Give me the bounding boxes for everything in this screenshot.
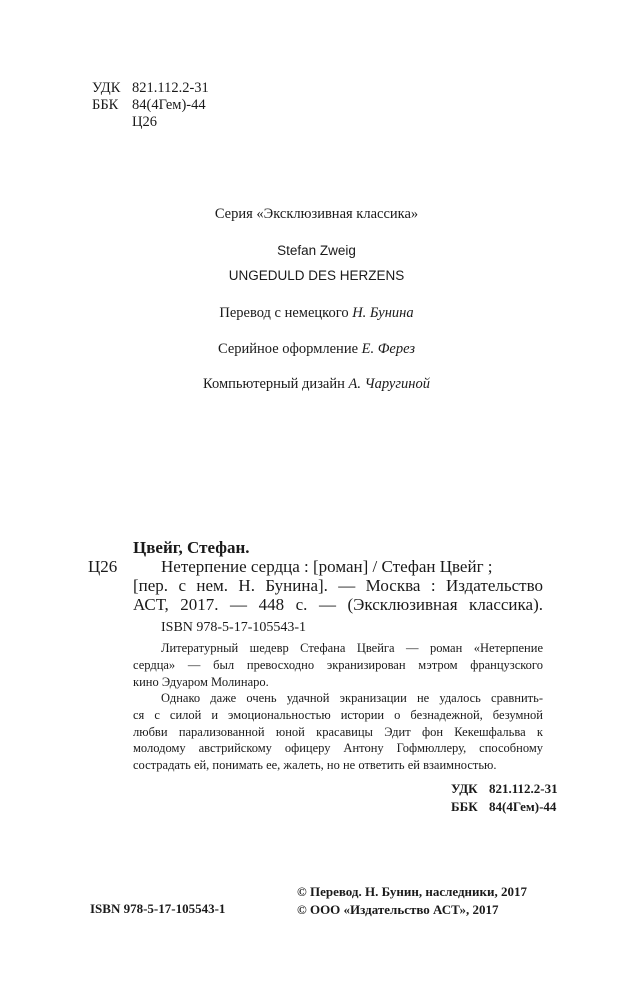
bottom-bbk-value: 84(4Гем)-44 [489,799,557,814]
catalog-line: АСТ, 2017. — 448 с. — (Эксклюзивная классика). [133,595,543,614]
copyright-line: © ООО «Издательство АСТ», 2017 [297,902,499,917]
copyright-block [297,883,527,919]
bottom-classification [451,780,558,816]
bottom-bbk-label: ББК [451,799,478,814]
author-mark: Ц26 [132,114,157,130]
bottom-isbn: ISBN 978-5-17-105543-1 [90,901,226,916]
udk-label: УДК [92,80,121,96]
annotation-paragraph-1 [133,640,543,690]
annotation-line: сострадать ей, понимать ее, жалеть, но не ответить ей взаимностью. [133,758,497,773]
translation-credit [0,305,633,322]
udk-value: 821.112.2-31 [132,80,209,96]
annotation-line: ся с силой и эмоциональностью истории о безнадежной, безумной [133,707,543,722]
catalog-line: Нетерпение сердца : [роман] / Стефан Цвейг ; [161,557,493,576]
catalog-line: [пер. с нем. Н. Бунина]. — Москва : Издательство [133,576,543,595]
design-name: Е. Ферез [361,341,415,357]
series-line: Серия «Эксклюзивная классика» [214,206,419,222]
catalog-isbn: ISBN 978-5-17-105543-1 [161,620,307,635]
annotation-line: Литературный шедевр Стефана Цвейга — роман «Нетерпение [161,641,543,655]
translation-label: Перевод с немецкого [219,305,349,321]
bottom-bbk-row [451,798,558,816]
bbk-value: 84(4Гем)-44 [132,97,206,113]
catalog-description [133,557,543,614]
top-classification [92,80,209,131]
copyright-line: © Перевод. Н. Бунин, наследники, 2017 [297,884,528,899]
bottom-udk-value: 821.112.2-31 [489,781,558,796]
annotation-line: Однако даже очень удачной экранизации не удалось сравнить- [161,691,543,705]
annotation-line: кино Эдуаром Молинаро. [133,674,269,689]
original-author: Stefan Zweig [277,243,356,258]
annotation-paragraph-2 [133,690,543,774]
computer-design-name: А. Чаругиной [348,376,430,392]
original-title: UNGEDULD DES HERZENS [228,268,405,283]
design-label: Серийное оформление [217,341,359,357]
udk-row [92,80,209,97]
translation-name: Н. Бунина [352,305,414,321]
annotation-line: молодому австрийскому офицеру Антону Гофмюллеру, способному [133,741,543,756]
bbk-row [92,97,209,114]
computer-design-credit [0,376,633,393]
catalog-code: Ц26 [88,557,118,576]
annotation-line: сердца» — был превосходно экранизирован мэтром французского [133,657,543,672]
design-credit [0,341,633,358]
bbk-label: ББК [92,97,119,113]
annotation-line: любви парализованной юной красавицы Эдит фон Кекешфальва к [133,724,543,739]
catalog-author-heading: Цвейг, Стефан. [133,538,250,557]
bottom-udk-label: УДК [451,781,478,796]
computer-design-label: Компьютерный дизайн [203,376,345,392]
bottom-udk-row [451,780,558,798]
